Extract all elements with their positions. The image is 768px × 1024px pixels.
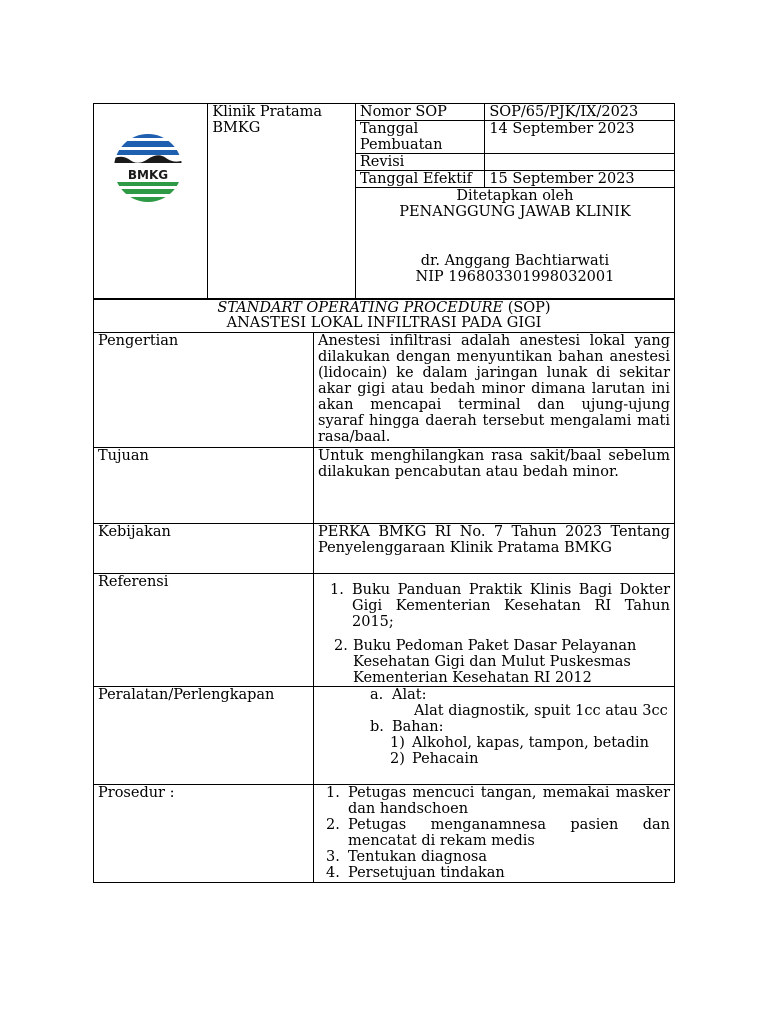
- referensi-num-1: 1.: [330, 582, 344, 598]
- signature-line2: PENANGGUNG JAWAB KLINIK: [399, 204, 631, 220]
- list-item: [326, 849, 670, 865]
- prosedur-text-2: Petugas menganamnesa pasien dan mencatat di rekam medis: [348, 817, 670, 849]
- list-peralatan: [314, 687, 675, 785]
- list-item: [390, 735, 670, 751]
- label-peralatan: Peralatan/Perlengkapan: [94, 687, 314, 785]
- signature-name: dr. Anggang Bachtiarwati: [420, 253, 610, 269]
- label-tanggal-efektif: Tanggal Efektif: [355, 171, 484, 188]
- prosedur-num-3: 3.: [326, 849, 340, 865]
- value-revisi: [485, 154, 675, 171]
- clinic-name: Klinik Pratama BMKG: [208, 104, 356, 300]
- signature-line1: Ditetapkan oleh: [456, 188, 574, 204]
- value-tanggal-pembuatan: 14 September 2023: [485, 121, 675, 154]
- prosedur-num-1: 1.: [326, 785, 340, 801]
- sop-header-table: [93, 103, 675, 300]
- peralatan-a-label: a.: [370, 687, 384, 703]
- peralatan-b-label: b.: [370, 719, 384, 735]
- list-item: [326, 817, 670, 849]
- prosedur-text-1: Petugas mencuci tangan, memakai masker dan handschoen: [348, 785, 670, 817]
- label-referensi: Referensi: [94, 574, 314, 687]
- list-prosedur: [314, 785, 675, 883]
- peralatan-a: [370, 687, 670, 703]
- label-prosedur: Prosedur :: [94, 785, 314, 883]
- bahan-text-1: Alkohol, kapas, tampon, betadin: [412, 735, 649, 751]
- signature-block: [355, 188, 674, 300]
- signature-nip: NIP 196803301998032001: [415, 269, 615, 285]
- peralatan-b: [370, 719, 670, 735]
- sop-title-line2: ANASTESI LOKAL INFILTRASI PADA GIGI: [226, 314, 542, 331]
- label-kebijakan: Kebijakan: [94, 524, 314, 574]
- label-pengertian: Pengertian: [94, 333, 314, 448]
- referensi-text-1: Buku Panduan Praktik Klinis Bagi Dokter Gigi Kementerian Kesehatan RI Tahun 2015;: [352, 582, 670, 630]
- bahan-text-2: Pehacain: [412, 751, 479, 767]
- logo-text: BMKG: [127, 168, 169, 182]
- referensi-num-2: 2.: [334, 638, 348, 654]
- logo-cell: [94, 104, 208, 300]
- referensi-text-2: Buku Pedoman Paket Dasar Pelayanan Kesehatan Gigi dan Mulut Puskesmas Kementerian Kesehatan RI 2012: [353, 638, 637, 686]
- prosedur-text-4: Persetujuan tindakan: [348, 865, 505, 881]
- peralatan-a-title: Alat:: [392, 687, 427, 703]
- list-item: [334, 638, 670, 686]
- sop-body-table: [93, 298, 675, 883]
- sop-title: [94, 299, 675, 333]
- label-tanggal-pembuatan: Tanggal Pembuatan: [355, 121, 484, 154]
- list-item: [326, 865, 670, 881]
- bahan-num-1: 1): [390, 735, 405, 751]
- sop-title-italic: STANDART OPERATING PROCEDURE: [217, 299, 504, 316]
- label-nomor-sop: Nomor SOP: [355, 104, 484, 121]
- bmkg-logo: [112, 132, 184, 204]
- sop-title-suffix: (SOP): [503, 299, 551, 316]
- text-kebijakan: PERKA BMKG RI No. 7 Tahun 2023 Tentang Penyelenggaraan Klinik Pratama BMKG: [314, 524, 675, 574]
- list-referensi: [314, 574, 675, 687]
- value-tanggal-efektif: 15 September 2023: [485, 171, 675, 188]
- value-nomor-sop: SOP/65/PJK/IX/2023: [485, 104, 675, 121]
- bahan-num-2: 2): [390, 751, 405, 767]
- prosedur-num-4: 4.: [326, 865, 340, 881]
- list-item: [330, 582, 670, 630]
- list-item: [326, 785, 670, 817]
- prosedur-num-2: 2.: [326, 817, 340, 833]
- list-item: [390, 751, 670, 767]
- label-revisi: Revisi: [355, 154, 484, 171]
- prosedur-text-3: Tentukan diagnosa: [348, 849, 488, 865]
- text-pengertian: Anestesi infiltrasi adalah anestesi lokal yang dilakukan dengan menyuntikan bahan anestesi (lidocain) ke dalam jaringan lunak di sekitar akar gigi atau bedah minor dimana larutan ini akan mencapai terminal dan ujung-ujung syaraf hingga daerah tersebut mengalami mati rasa/baal.: [314, 333, 675, 448]
- peralatan-b-title: Bahan:: [392, 719, 444, 735]
- peralatan-a-text: Alat diagnostik, spuit 1cc atau 3cc: [414, 703, 668, 719]
- text-tujuan: Untuk menghilangkan rasa sakit/baal sebelum dilakukan pencabutan atau bedah minor.: [314, 448, 675, 524]
- label-tujuan: Tujuan: [94, 448, 314, 524]
